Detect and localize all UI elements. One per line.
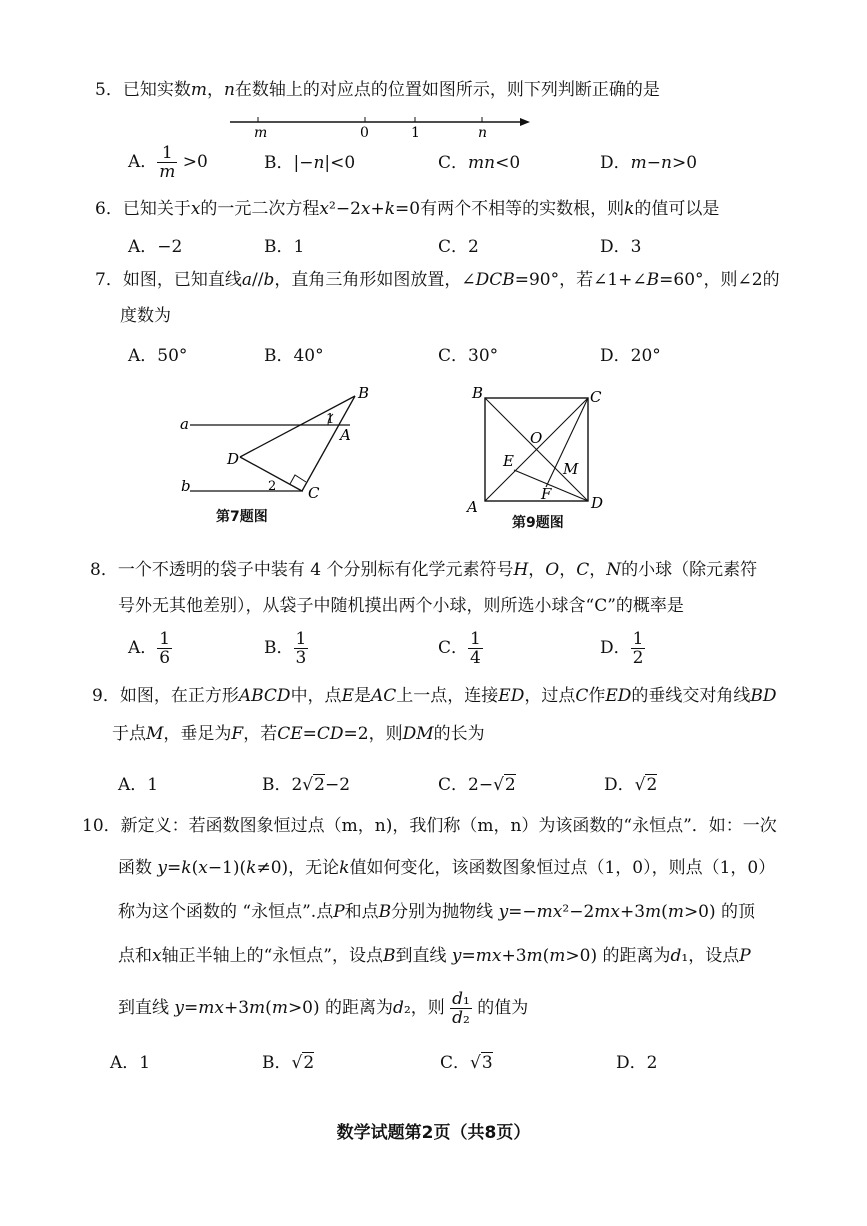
q5-option-c[interactable]: C．mn<0 <box>438 153 521 173</box>
q6-option-c[interactable]: C．2 <box>438 237 479 257</box>
q5-option-d[interactable]: D．m−n>0 <box>600 153 698 173</box>
q6-stem: 6．已知关于x的一元二次方程x²−2x+k=0有两个不相等的实数根，则k的值可以是 <box>95 199 720 219</box>
q8-options <box>128 629 768 668</box>
fig9-label-D: D <box>591 494 604 512</box>
number-line <box>220 108 540 138</box>
q9-option-a[interactable]: A．1 <box>118 775 159 795</box>
q5-option-a[interactable]: A． $\frac{1}{m}$ >0 <box>128 143 208 182</box>
q6-option-b[interactable]: B．1 <box>264 237 305 257</box>
q7-option-a[interactable]: A．50° <box>128 346 188 366</box>
fig7-label-2: 2 <box>268 479 277 494</box>
q5-options <box>128 143 768 182</box>
q7-stem-line1: 7．如图，已知直线a//b，直角三角形如图放置，∠DCB=90°，若∠1+∠B=60°，则∠2的 <box>95 270 780 290</box>
q9-option-d[interactable]: D．√2 <box>604 775 658 795</box>
q8-option-c[interactable]: C． $\frac{1}{4}$ <box>438 629 481 668</box>
q7-stem-line2: 度数为 <box>120 306 171 326</box>
fig9-label-C: C <box>590 388 602 406</box>
q9-option-b[interactable]: B．2√2−2 <box>262 775 351 795</box>
q7-options <box>128 341 768 371</box>
fig7-label-a: a <box>180 415 189 433</box>
q9-options <box>118 770 758 800</box>
figure-7 <box>178 384 378 504</box>
q6-option-d[interactable]: D．3 <box>600 237 642 257</box>
q10-options <box>110 1048 750 1078</box>
fig9-label-A: A <box>467 498 478 516</box>
figure-9 <box>462 380 612 520</box>
axis-label-0: 0 <box>360 125 369 138</box>
q6-options <box>128 232 768 262</box>
q10-line5: 到直线 y=mx+3m(m>0) 的距离为d₂，则 $\frac{\text{d₁}}{\text{d₂}}$ 的值为 <box>118 989 529 1028</box>
q5-option-b[interactable]: B．|−n|<0 <box>264 153 356 173</box>
fig7-label-1: 1 <box>326 412 335 427</box>
axis-label-n: n <box>478 125 488 138</box>
fig7-caption: 第7题图 <box>216 509 268 525</box>
q7-option-d[interactable]: D．20° <box>600 346 661 366</box>
q10-option-b[interactable]: B．√2 <box>262 1053 315 1073</box>
axis-label-1: 1 <box>411 125 420 138</box>
fig9-label-F: F <box>541 485 552 503</box>
q7-option-b[interactable]: B．40° <box>264 346 324 366</box>
q8-stem-line2: 号外无其他差别），从袋子中随机摸出两个小球，则所选小球含“C”的概率是 <box>118 596 684 616</box>
q10-line1: 10．新定义：若函数图象恒过点（m，n)，我们称（m，n）为该函数的“永恒点”．如：一次 <box>82 816 777 836</box>
q10-option-a[interactable]: A．1 <box>110 1053 151 1073</box>
q5-stem: 5．已知实数m，n在数轴上的对应点的位置如图所示，则下列判断正确的是 <box>95 80 660 100</box>
fig7-label-C: C <box>308 484 320 502</box>
q8-option-d[interactable]: D． $\frac{1}{2}$ <box>600 629 644 668</box>
fig7-label-A: A <box>340 426 351 444</box>
fig7-label-D: D <box>227 450 240 468</box>
fig9-caption: 第9题图 <box>512 515 564 531</box>
q7-option-c[interactable]: C．30° <box>438 346 499 366</box>
page-footer: 数学试题第2页（共8页） <box>336 1123 531 1143</box>
fig9-label-M: M <box>563 460 579 478</box>
fig7-label-b: b <box>181 477 191 495</box>
q9-stem-line1: 9．如图，在正方形ABCD中，点E是AC上一点，连接ED，过点C作ED的垂线交对角线BD <box>92 686 777 706</box>
q8-option-a[interactable]: A． $\frac{1}{6}$ <box>128 629 171 668</box>
q6-option-a[interactable]: A．−2 <box>128 237 183 257</box>
q9-option-c[interactable]: C．2−√2 <box>438 775 516 795</box>
fig9-label-E: E <box>503 452 514 470</box>
fig7-label-B: B <box>358 384 370 402</box>
axis-label-m: m <box>254 125 268 138</box>
fig9-label-O: O <box>530 429 543 447</box>
q10-line2: 函数 y=k(x−1)(k≠0)，无论k值如何变化，该函数图象恒过点（1，0），则点（1，0） <box>118 858 776 878</box>
fig9-label-B: B <box>472 384 484 402</box>
q10-line4: 点和x轴正半轴上的“永恒点”，设点B到直线 y=mx+3m(m>0) 的距离为d₁，设点P <box>118 946 751 966</box>
q10-line3: 称为这个函数的 “永恒点”.点P和点B分别为抛物线 y=−mx²−2mx+3m(m>0) 的顶 <box>118 902 756 922</box>
q8-option-b[interactable]: B． $\frac{1}{3}$ <box>264 629 307 668</box>
q10-option-d[interactable]: D．2 <box>616 1053 658 1073</box>
q10-option-c[interactable]: C．√3 <box>440 1053 493 1073</box>
q8-stem-line1: 8．一个不透明的袋子中装有 4 个分别标有化学元素符号H，O，C，N的小球（除元素符 <box>90 560 758 580</box>
q9-stem-line2: 于点M，垂足为F，若CE=CD=2，则DM的长为 <box>112 724 485 744</box>
